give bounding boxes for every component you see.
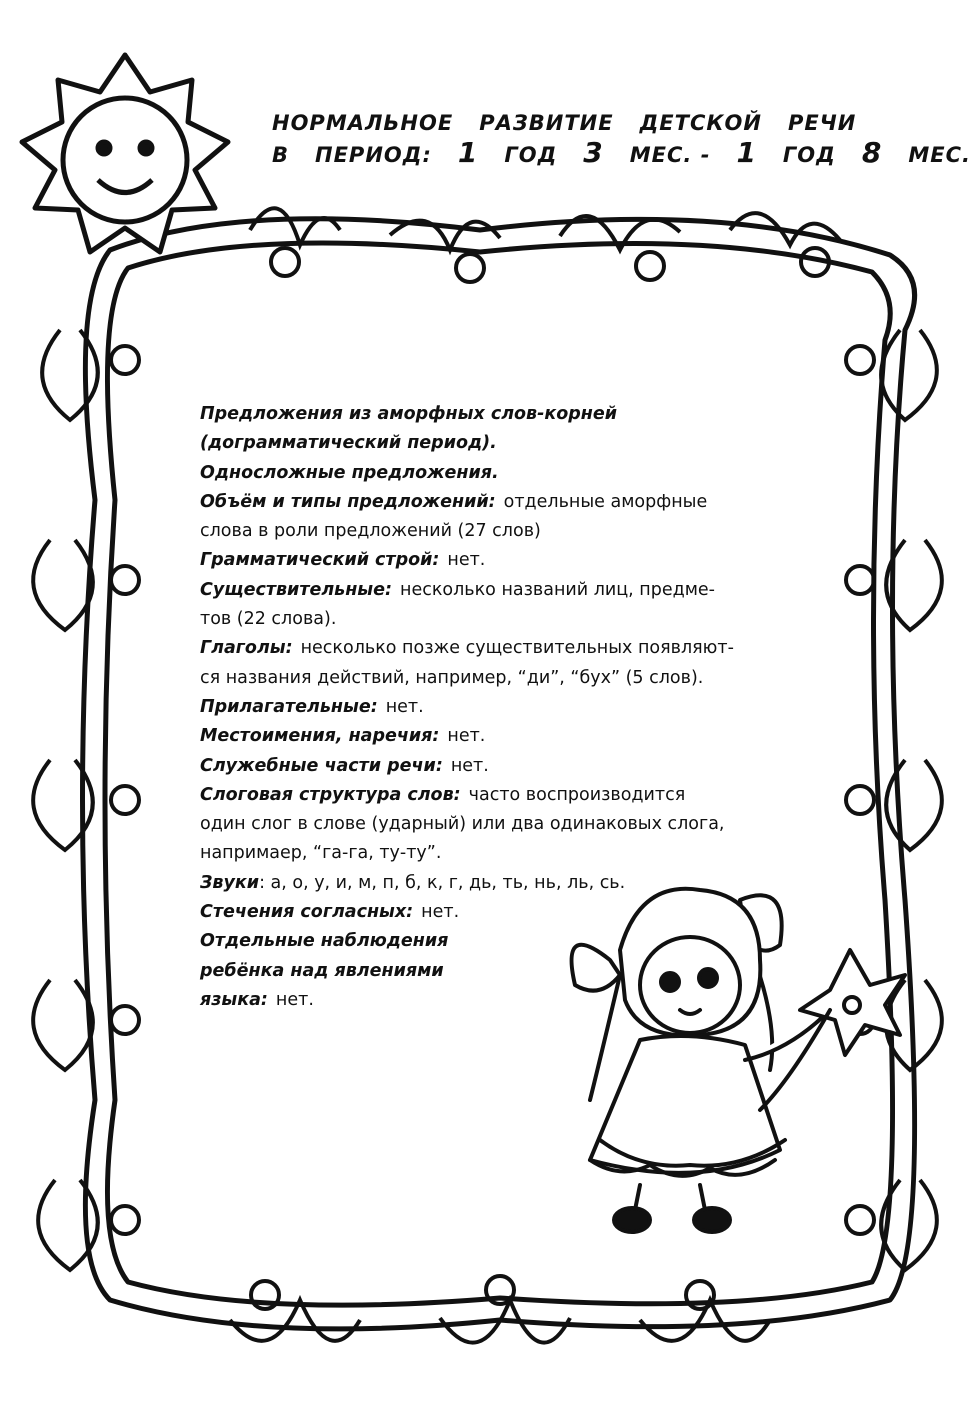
left-ornaments: [33, 330, 139, 1270]
content-body: [200, 400, 800, 1015]
volume-value: отдельные аморфные: [503, 491, 708, 512]
nouns-row: [200, 576, 800, 605]
cons-label: Стечения согласных:: [200, 902, 414, 923]
syll-value-cont: напримаер, “га-га, ту-ту”.: [200, 843, 442, 864]
title-word: РАЗВИТИЕ: [479, 111, 614, 135]
title-word: МЕС. -: [629, 143, 711, 167]
adj-label: Прилагательные:: [200, 696, 378, 717]
intro-line: (дограмматический период).: [200, 433, 497, 454]
obs-label: языка:: [200, 989, 268, 1010]
intro-line: Односложные предложения.: [200, 462, 499, 483]
page-title: [272, 108, 971, 170]
title-line-2: [272, 136, 971, 170]
adj-row: [200, 693, 800, 722]
func-value: нет.: [450, 755, 489, 776]
title-word: В: [272, 143, 290, 167]
grammar-label: Грамматический строй:: [200, 550, 440, 571]
bottom-ornaments: [230, 1276, 770, 1343]
func-label: Служебные части речи:: [200, 755, 443, 776]
obs-row: [200, 986, 800, 1015]
volume-value-cont: слова в роли предложений (27 слов): [200, 521, 541, 542]
obs-label: ребёнка над явлениями: [200, 960, 444, 981]
grammar-row: [200, 546, 800, 575]
syll-label: Слоговая структура слов:: [200, 784, 461, 805]
intro-line: Предложения из аморфных слов-корней: [200, 404, 618, 424]
title-number: 1: [457, 136, 479, 169]
title-word: ГОД: [504, 143, 558, 167]
syll-value-cont: один слог в слове (ударный) или два одинаковых слога,: [200, 814, 725, 835]
nouns-label: Существительные:: [200, 579, 392, 600]
nouns-value: несколько названий лиц, предме-: [400, 579, 715, 600]
title-line-1: [272, 108, 932, 138]
verbs-value: несколько позже существительных появляют-: [300, 638, 734, 659]
verbs-label: Глаголы:: [200, 638, 293, 659]
pron-value: нет.: [447, 726, 486, 747]
syll-value: часто воспроизводится: [468, 784, 686, 805]
syll-row: [200, 781, 800, 810]
grammar-value: нет.: [447, 550, 486, 571]
sounds-row: [200, 869, 800, 898]
title-number: 1: [736, 136, 757, 169]
title-word: ДЕТСКОЙ: [639, 111, 762, 135]
cons-row: [200, 898, 800, 927]
pron-label: Местоимения, наречия:: [200, 726, 440, 747]
volume-row: [200, 488, 800, 517]
obs-label: Отдельные наблюдения: [200, 931, 449, 952]
sun-icon: [22, 55, 228, 252]
title-word: РЕЧИ: [787, 111, 857, 135]
sounds-label: Звуки: [200, 872, 260, 893]
pron-row: [200, 722, 800, 751]
title-word: НОРМАЛЬНОЕ: [272, 111, 454, 135]
obs-value: нет.: [275, 989, 314, 1010]
verbs-row: [200, 634, 800, 663]
func-row: [200, 752, 800, 781]
cons-value: нет.: [421, 902, 460, 923]
volume-label: Объём и типы предложений:: [200, 491, 496, 512]
nouns-value-cont: тов (22 слова).: [200, 609, 337, 630]
title-number: 3: [583, 136, 604, 169]
title-word: МЕС.: [908, 143, 971, 167]
title-word: ПЕРИОД:: [315, 143, 432, 167]
title-word: ГОД: [782, 143, 836, 167]
verbs-value-cont: ся названия действий, например, “ди”, “бух” (5 слов).: [200, 667, 704, 688]
sounds-value: : а, о, у, и, м, п, б, к, г, дь, ть, нь, ль, сь.: [259, 872, 626, 893]
adj-value: нет.: [385, 696, 424, 717]
title-number: 8: [861, 136, 883, 169]
